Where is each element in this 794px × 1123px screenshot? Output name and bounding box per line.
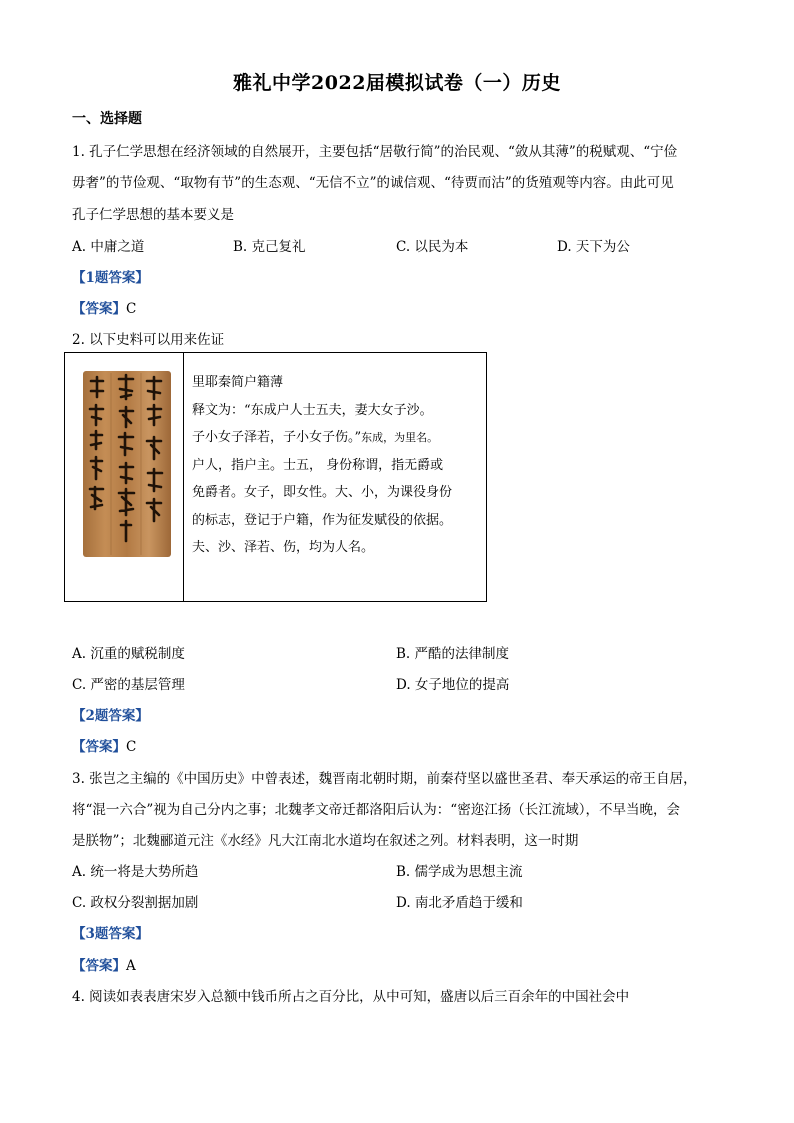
q3-answer-header: 【3题答案】 [72,926,149,942]
source-line-5: 的标志，登记于户籍，作为征发赋役的依据。 [192,512,453,528]
section-heading: 一、选择题 [72,111,142,127]
q2-stem: 2. 以下史料可以用来佐证 [72,332,225,348]
q1-answer-header: 【1题答案】 [72,270,149,286]
source-line-2 [192,424,482,452]
q3-line-2: 将“混一六合”视为自己分内之事；北魏孝文帝迁都洛阳后认为：“密迩江扬（长江流域），不早当晚，会 [72,802,680,818]
source-line-6: 夫、沙、泽若、伤，均为人名。 [192,540,375,555]
answer-value: C [126,301,137,317]
q2-option-b: B. 严酷的法律制度 [396,646,510,662]
q1-line-3: 孔子仁学思想的基本要义是 [72,207,234,223]
q1-line-2: 毋奢”的节俭观、“取物有节”的生态观、“无信不立”的诚信观、“待贾而沽”的货殖观等内容。由此可见 [72,175,674,191]
answer-label: 【答案】 [72,739,126,755]
source-line-2-text: 子小女子泽若，子小女子伤。” [192,430,362,445]
bamboo-slip-image [81,369,173,559]
q3-option-c: C. 政权分裂割据加剧 [72,895,199,911]
q2-answer-header: 【2题答案】 [72,708,149,724]
source-line-4: 免爵者。女子，即女性。大、小，为课役身份 [192,485,453,500]
q1-option-b: B. 克己复礼 [233,239,306,255]
q2-option-c: C. 严密的基层管理 [72,677,185,693]
answer-label: 【答案】 [72,301,126,317]
q2-answer [72,735,136,755]
q3-option-d: D. 南北矛盾趋于缓和 [396,895,523,911]
source-text [192,369,482,562]
q3-option-a: A. 统一将是大势所趋 [72,864,199,880]
q1-option-c: C. 以民为本 [396,239,469,255]
source-line-1: 释文为：“东成户人士五夫，妻大女子沙。 [192,402,433,418]
q1-answer [72,297,136,317]
answer-label: 【答案】 [72,958,126,974]
answer-value: A [126,958,136,974]
source-title: 里耶秦简户籍薄 [192,375,284,390]
table-divider [183,353,184,601]
page-title: 雅礼中学2022届模拟试卷（一）历史 [233,72,561,94]
source-line-3: 户人，指户主。士五， 身份称谓，指无爵或 [192,457,444,473]
q2-option-a: A. 沉重的赋税制度 [72,646,185,662]
q3-line-1: 3. 张岂之主编的《中国历史》中曾表述，魏晋南北朝时期，前秦苻坚以盛世圣君、奉天承运的帝王自居， [72,771,697,787]
q1-option-d: D. 天下为公 [557,239,630,255]
q1-line-1: 1. 孔子仁学思想在经济领域的自然展开，主要包括“居敬行简”的治民观、“敛从其薄”的税赋观、“宁俭 [72,144,678,160]
q3-option-b: B. 儒学成为思想主流 [396,864,523,880]
q2-option-d: D. 女子地位的提高 [396,677,510,693]
q4-stem: 4. 阅读如表表唐宋岁入总额中钱币所占之百分比，从中可知，盛唐以后三百余年的中国社会中 [72,989,630,1005]
q3-answer [72,954,136,974]
q3-line-3: 是朕物”；北魏郦道元注《水经》凡大江南北水道均在叙述之列。材料表明，这一时期 [72,833,579,849]
source-note: 东成，为里名。 [361,431,439,444]
q1-option-a: A. 中庸之道 [72,239,145,255]
answer-value: C [126,739,137,755]
source-table [64,352,487,602]
